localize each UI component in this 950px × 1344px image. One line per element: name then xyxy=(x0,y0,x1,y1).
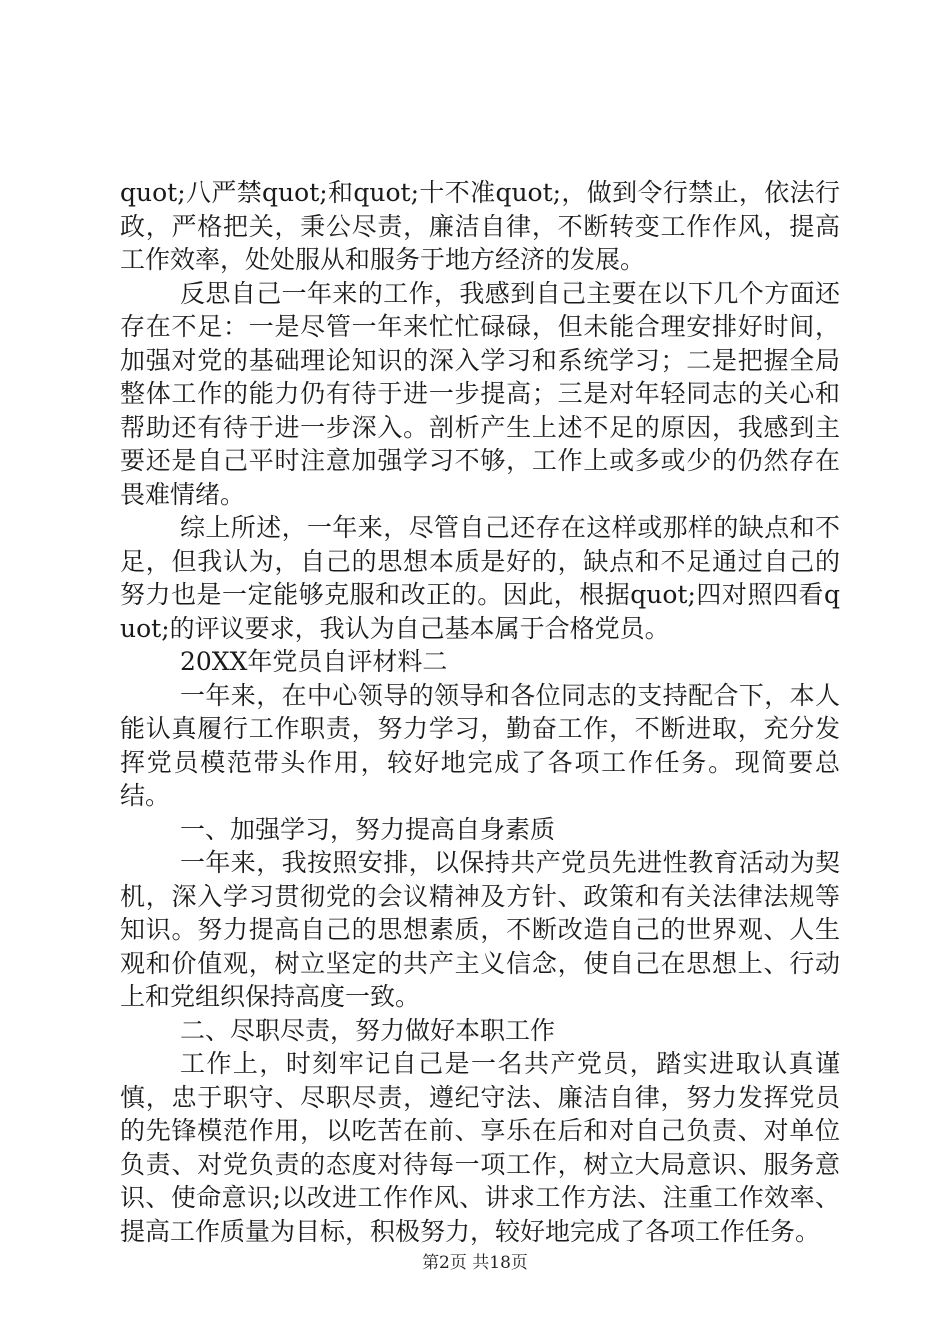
document-body xyxy=(120,176,840,1248)
paragraph-continuation: quot;八严禁quot;和quot;十不准quot;，做到令行禁止，依法行政，严格把关，秉公尽责，廉洁自律，不断转变工作作风，提高工作效率，处处服从和服务于地方经济的发展。 xyxy=(120,178,840,274)
paragraph-self-reflection: 反思自己一年来的工作，我感到自己主要在以下几个方面还存在不足：一是尽管一年来忙忙碌碌，但未能合理安排好时间，加强对党的基础理论知识的深入学习和系统学习；二是把握全局整体工作的能力仍有待于进一步提高；三是对年轻同志的关心和帮助还有待于进一步深入。剖析产生上述不足的原因，我感到主要还是自己平时注意加强学习不够，工作上或多或少的仍然存在畏难情绪。 xyxy=(120,278,840,509)
paragraph-intro: 一年来，在中心领导的领导和各位同志的支持配合下，本人能认真履行工作职责，努力学习，勤奋工作，不断进取，充分发挥党员模范带头作用，较好地完成了各项工作任务。现简要总结。 xyxy=(120,680,840,810)
heading-study: 一、加强学习，努力提高自身素质 xyxy=(180,814,556,844)
heading-duty: 二、尽职尽责，努力做好本职工作 xyxy=(180,1015,556,1045)
paragraph-duty: 工作上，时刻牢记自己是一名共产党员，踏实进取认真谨慎，忠于职守、尽职尽责，遵纪守法、廉洁自律，努力发挥党员的先锋模范作用，以吃苦在前、享乐在后和对自己负责、对单位负责、对党负责的态度对待每一项工作，树立大局意识、服务意识、使命意识;以改进工作作风、讲求工作方法、注重工作效率、提高工作质量为目标，积极努力，较好地完成了各项工作任务。 xyxy=(120,1049,840,1246)
section-title: 20XX年党员自评材料二 xyxy=(180,647,448,676)
paragraph-study: 一年来，我按照安排，以保持共产党员先进性教育活动为契机，深入学习贯彻党的会议精神及方针、政策和有关法律法规等知识。努力提高自己的思想素质，不断改造自己的世界观、人生观和价值观，树立坚定的共产主义信念，使自己在思想上、行动上和党组织保持高度一致。 xyxy=(120,848,840,1011)
page-number-footer: 第2页 共18页 xyxy=(422,1253,528,1273)
paragraph-summary: 综上所述，一年来，尽管自己还存在这样或那样的缺点和不足，但我认为，自己的思想本质是好的，缺点和不足通过自己的努力也是一定能够克服和改正的。因此，根据quot;四对照四看quot;的评议要求，我认为自己基本属于合格党员。 xyxy=(120,513,840,643)
